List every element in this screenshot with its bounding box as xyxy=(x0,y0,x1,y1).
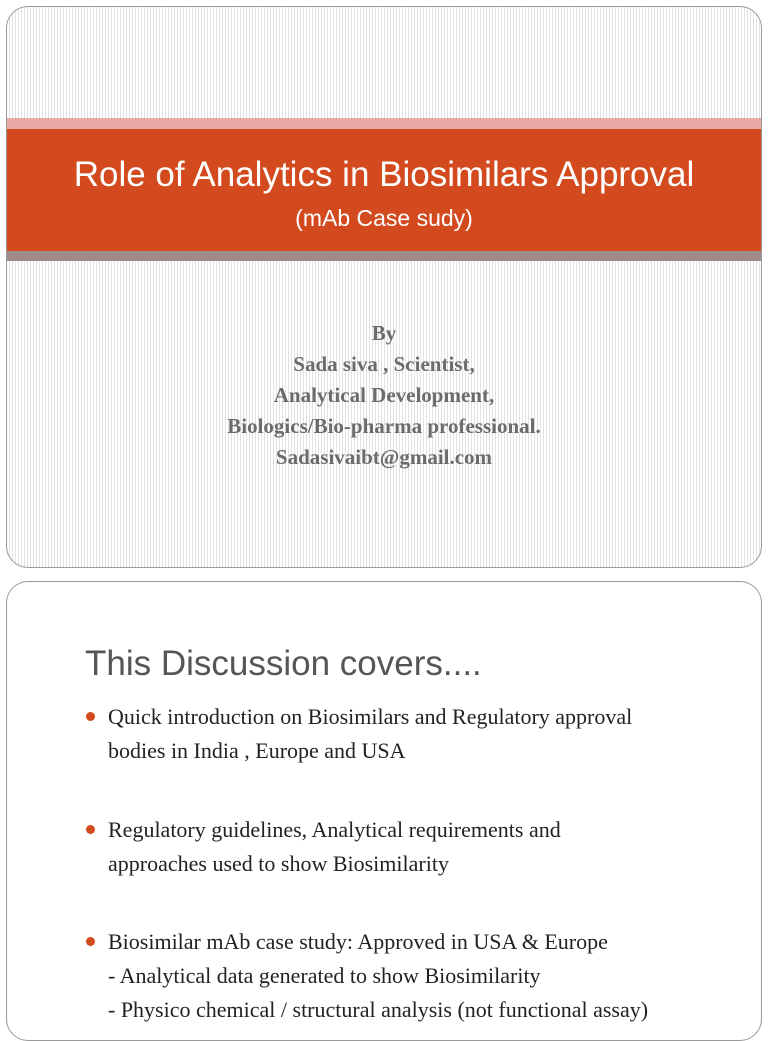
list-item-line: bodies in India , Europe and USA xyxy=(108,738,406,763)
list-item xyxy=(85,813,745,881)
slide-subtitle: (mAb Case sudy) xyxy=(295,205,473,231)
author-name: Sada siva , Scientist, xyxy=(293,352,475,376)
agenda-heading: This Discussion covers.... xyxy=(85,644,482,683)
title-band xyxy=(7,129,761,251)
author-by: By xyxy=(371,321,397,345)
list-item xyxy=(85,700,745,768)
list-item-line: approaches used to show Biosimilarity xyxy=(108,851,449,876)
list-item xyxy=(85,925,745,1027)
title-band-bottom-stripe xyxy=(7,251,761,261)
author-profession: Biologics/Bio-pharma professional. xyxy=(227,414,541,438)
bullet-icon xyxy=(86,712,95,721)
list-item-line: Regulatory guidelines, Analytical requirements and xyxy=(108,817,561,842)
bullet-icon xyxy=(86,937,95,946)
title-band-top-stripe xyxy=(7,118,761,129)
agenda-slide xyxy=(6,581,762,1041)
author-block xyxy=(7,318,761,473)
list-item-line: Biosimilar mAb case study: Approved in USA & Europe xyxy=(108,929,608,954)
author-department: Analytical Development, xyxy=(273,383,495,407)
list-item-subline: - Physico chemical / structural analysis (not functional assay) xyxy=(108,997,649,1022)
bullet-icon xyxy=(86,825,95,834)
author-email: Sadasivaibt@gmail.com xyxy=(275,445,493,469)
list-item-subline: - Analytical data generated to show Biosimilarity xyxy=(108,963,541,988)
title-slide xyxy=(6,6,762,568)
slide-title: Role of Analytics in Biosimilars Approval xyxy=(73,155,695,194)
list-item-line: Quick introduction on Biosimilars and Regulatory approval xyxy=(108,704,633,729)
